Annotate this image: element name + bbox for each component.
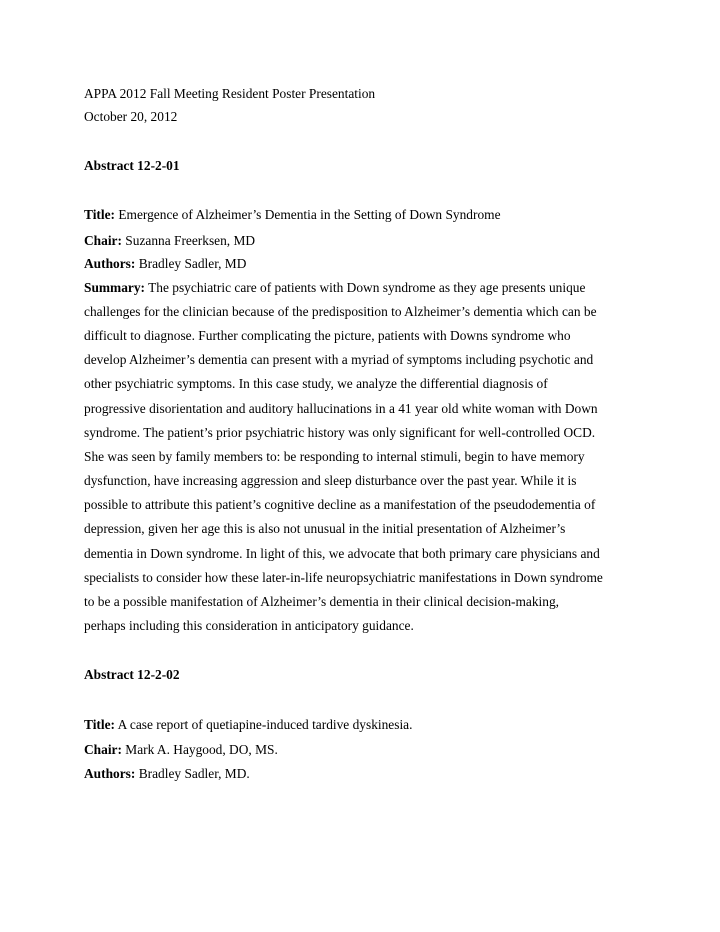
abstract-2-authors-label: Authors: (84, 766, 136, 781)
abstract-1-summary-line: progressive disorientation and auditory hallucinations in a 41 year old white woman with Down (84, 401, 598, 416)
abstract-1-summary-line: challenges for the clinician because of the predisposition to Alzheimer’s dementia which can be (84, 304, 597, 319)
abstract-1-summary-line: perhaps including this consideration in anticipatory guidance. (84, 618, 414, 633)
abstract-2-chair-line (84, 742, 278, 758)
abstract-1-title-line (84, 207, 501, 223)
abstract-1-summary-text: The psychiatric care of patients with Down syndrome as they age presents unique (148, 280, 586, 295)
abstract-1-title: Emergence of Alzheimer’s Dementia in the Setting of Down Syndrome (118, 207, 501, 222)
abstract-1-title-label: Title: (84, 207, 115, 222)
meeting-heading: APPA 2012 Fall Meeting Resident Poster Presentation (84, 86, 376, 101)
abstract-1-authors: Bradley Sadler, MD (138, 256, 247, 271)
abstract-2-authors: Bradley Sadler, MD. (138, 766, 250, 781)
abstract-1-summary-line: to be a possible manifestation of Alzheimer’s dementia in their clinical decision-making, (84, 594, 559, 609)
abstract-1-summary-line: difficult to diagnose. Further complicating the picture, patients with Downs syndrome who (84, 328, 571, 343)
abstract-2-chair: Mark A. Haygood, DO, MS. (125, 742, 278, 757)
abstract-1-authors-label: Authors: (84, 256, 136, 271)
abstract-1-summary-line: develop Alzheimer’s dementia can present with a myriad of symptoms including psychotic and (84, 352, 594, 367)
meeting-date: October 20, 2012 (84, 109, 178, 124)
abstract-1-summary-line: depression, given her age this is also not unusual in the initial presentation of Alzheimer’s (84, 521, 566, 536)
abstract-2-id: Abstract 12-2-02 (84, 667, 180, 682)
abstract-1-id: Abstract 12-2-01 (84, 158, 180, 173)
abstract-1-summary-line: dementia in Down syndrome. In light of this, we advocate that both primary care physicians and (84, 546, 600, 561)
abstract-1-summary-line (84, 280, 585, 296)
abstract-1-summary-line: possible to attribute this patient’s cognitive decline as a manifestation of the pseudodementia of (84, 497, 596, 512)
abstract-1-summary-line: She was seen by family members to: be responding to internal stimuli, begin to have memory (84, 449, 585, 464)
abstract-2-title: A case report of quetiapine-induced tardive dyskinesia. (117, 717, 413, 732)
abstract-2-chair-label: Chair: (84, 742, 122, 757)
abstract-1-summary-line: other psychiatric symptoms. In this case study, we analyze the differential diagnosis of (84, 376, 548, 391)
abstract-1-summary-line: syndrome. The patient’s prior psychiatric history was only significant for well-controlled OCD. (84, 425, 596, 440)
abstract-1-chair-line (84, 233, 255, 249)
abstract-1-summary-line: specialists to consider how these later-in-life neuropsychiatric manifestations in Down syndrome (84, 570, 603, 585)
abstract-1-chair-label: Chair: (84, 233, 122, 248)
abstract-2-authors-line (84, 766, 250, 782)
abstract-2-title-label: Title: (84, 717, 115, 732)
abstract-1-authors-line (84, 256, 246, 272)
abstract-1-summary-line: dysfunction, have increasing aggression and sleep disturbance over the past year. While it is (84, 473, 577, 488)
abstract-2-title-line (84, 717, 412, 733)
abstract-1-summary-label: Summary: (84, 280, 145, 295)
abstract-1-chair: Suzanna Freerksen, MD (125, 233, 256, 248)
